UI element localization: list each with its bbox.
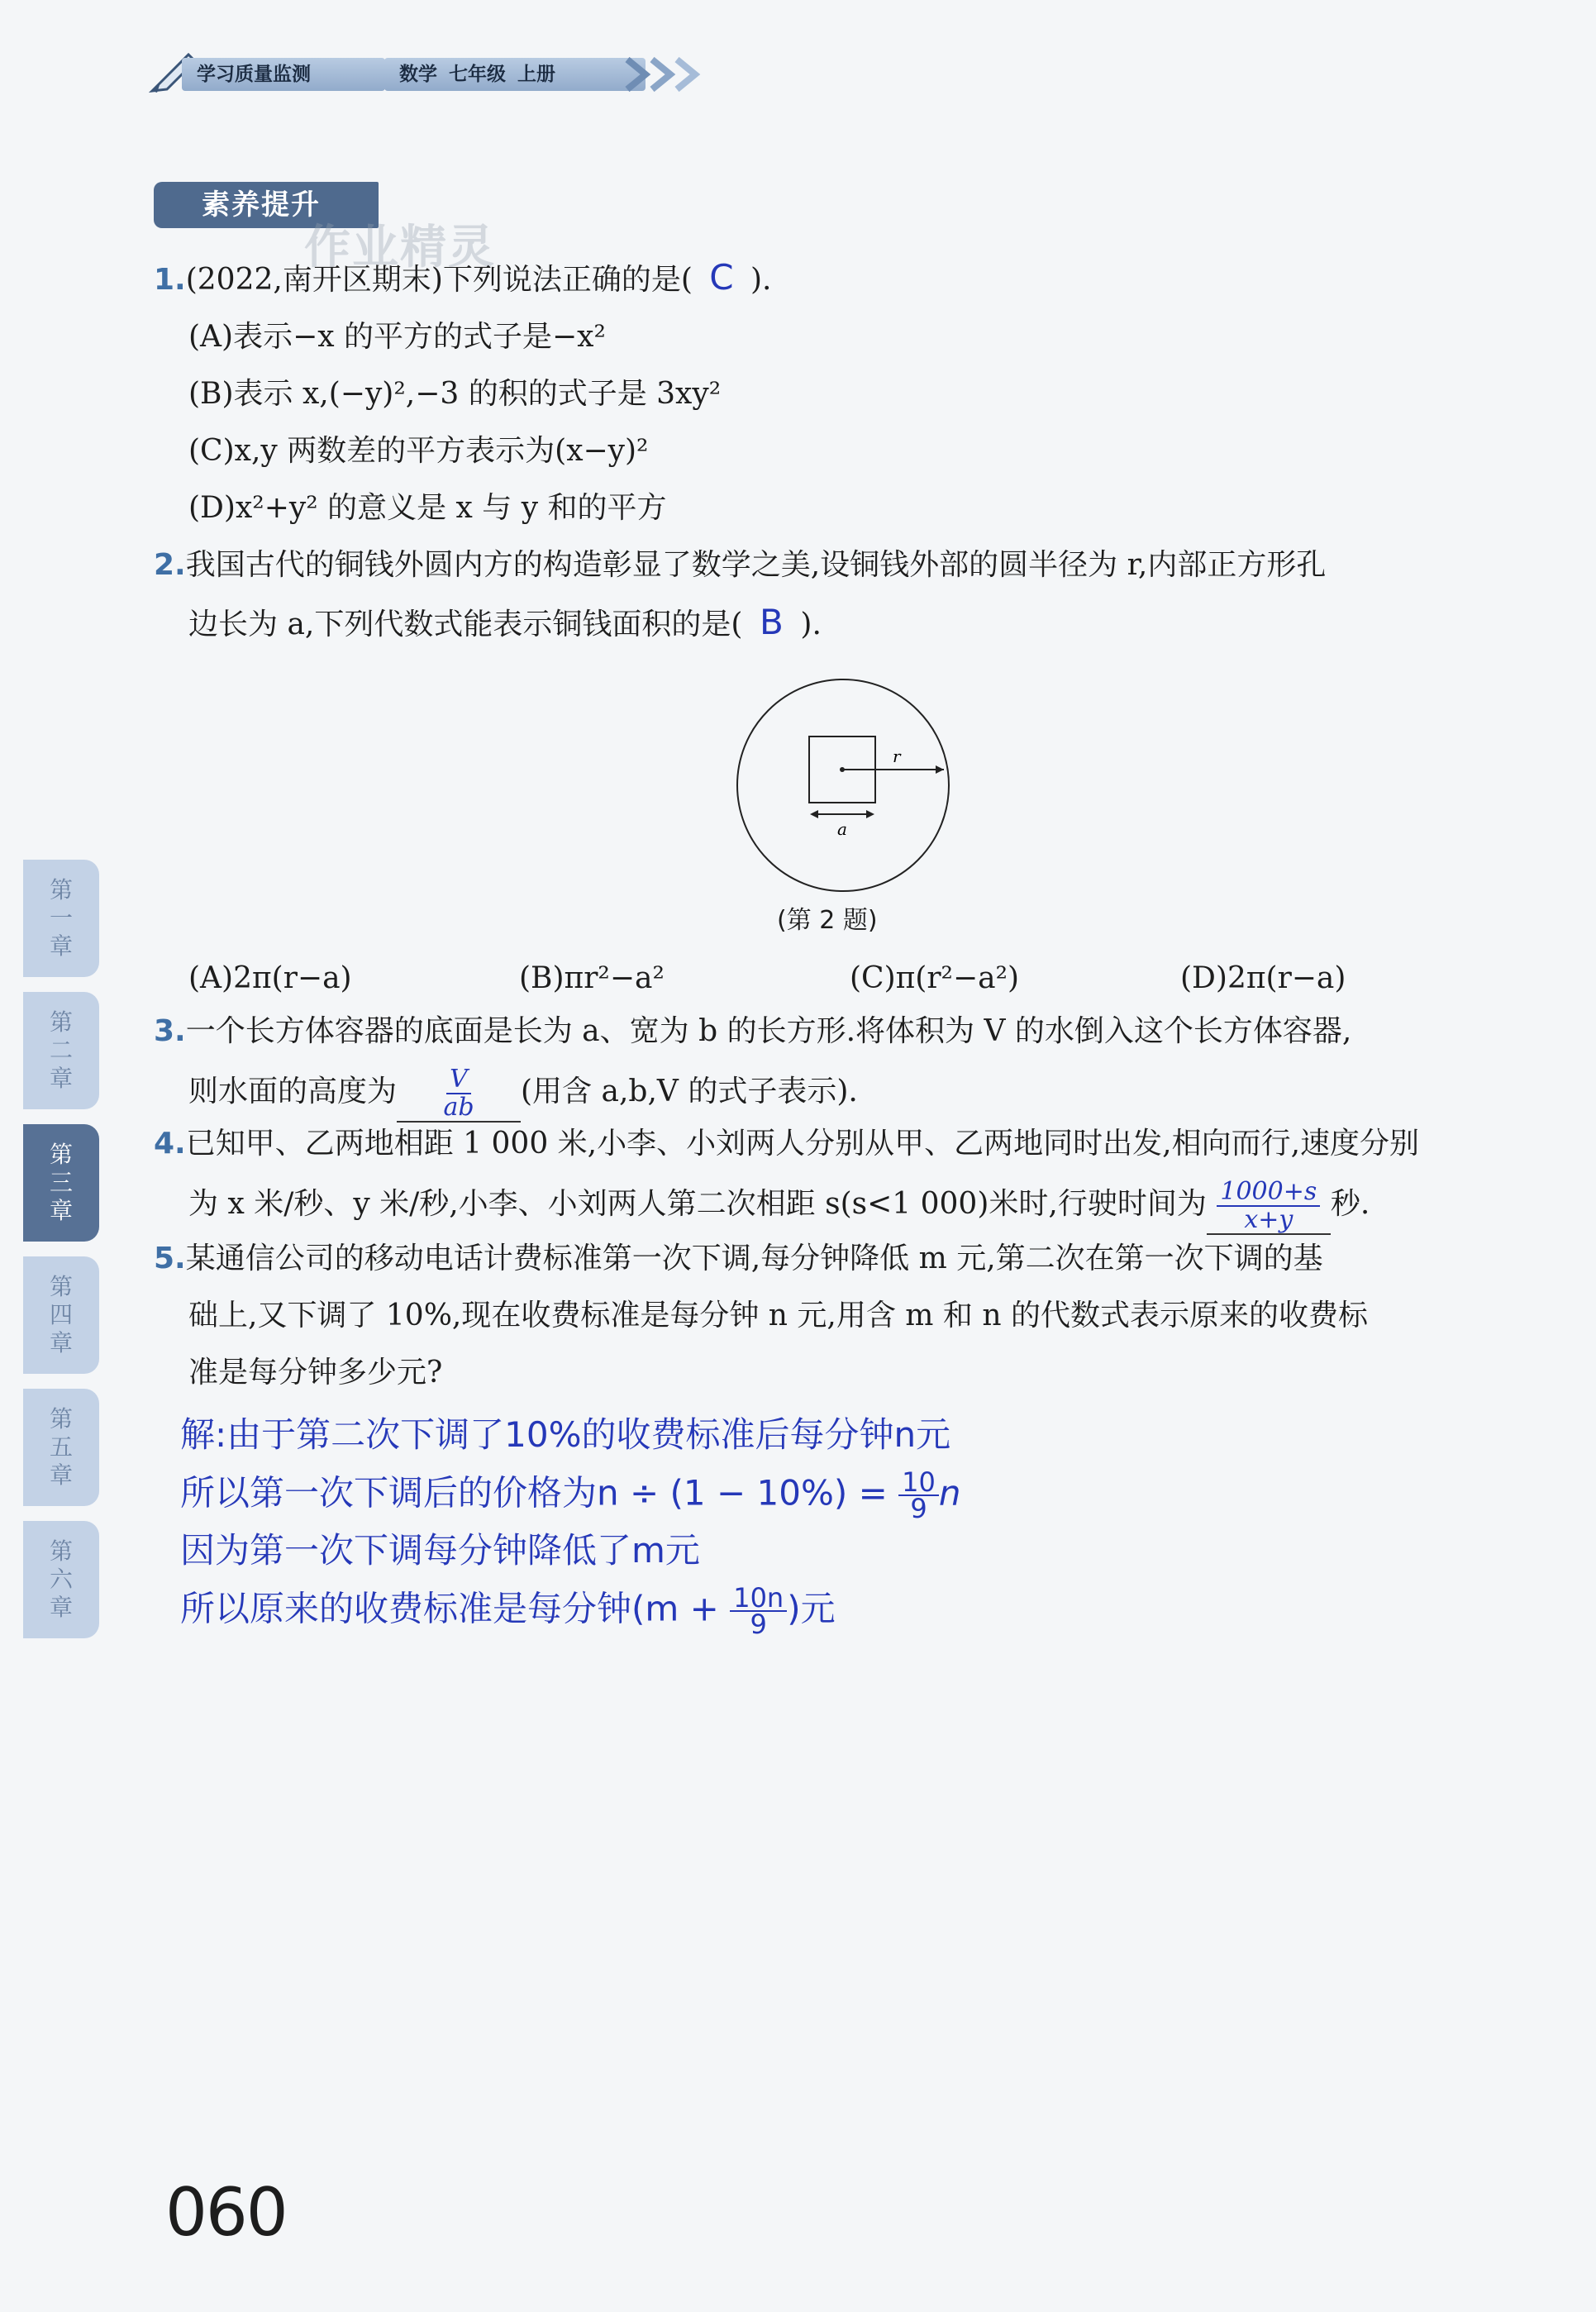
question-stem-end: (用含 a,b,V 的式子表示). <box>521 1075 858 1108</box>
question-4-line-1 <box>154 1126 1419 1162</box>
tab-char: 第 <box>49 1537 73 1565</box>
side-label: a <box>837 819 847 839</box>
tab-char: 六 <box>49 1566 73 1593</box>
option-d: (D)x²+y² 的意义是 x 与 y 和的平方 <box>188 491 667 525</box>
fraction-numerator: 10n <box>730 1585 787 1612</box>
tab-char: 章 <box>49 1197 73 1224</box>
fraction-numerator: V <box>446 1066 471 1094</box>
answer-blank <box>397 1066 521 1123</box>
question-number: 3. <box>154 1014 186 1048</box>
question-stem: 某通信公司的移动电话计费标准第一次下调,每分钟降低 m 元,第二次在第一次下调的基 <box>185 1242 1323 1275</box>
tab-char: 章 <box>49 1594 73 1621</box>
tab-char: 第 <box>49 1405 73 1432</box>
question-stem: 边长为 a,下列代数式能表示铜钱面积的是( <box>188 608 743 641</box>
question-stem: 已知甲、乙两地相距 1 000 米,小李、小刘两人分别从甲、乙两地同时出发,相向而行,速度分别 <box>185 1127 1420 1161</box>
volume-label: 上册 <box>517 64 555 85</box>
tab-char: 章 <box>49 1461 73 1489</box>
subject-label: 数学 <box>399 64 437 85</box>
handwritten-answer: C <box>709 257 734 298</box>
figure-caption: (第 2 题) <box>777 906 878 935</box>
question-5-line-1 <box>154 1241 1323 1277</box>
handwritten-answer: B <box>759 602 784 642</box>
page-number: 060 <box>165 2174 287 2251</box>
option-b: (B)表示 x,(−y)²,−3 的积的式子是 3xy² <box>188 377 722 411</box>
answer-blank <box>1207 1179 1331 1235</box>
solution-line-4 <box>180 1582 836 1640</box>
fraction-numerator: 10 <box>898 1470 939 1496</box>
option-c: (C)x,y 两数差的平方表示为(x−y)² <box>188 434 649 468</box>
question-5-line-3: 准是每分钟多少元? <box>188 1356 443 1390</box>
handwritten-answer-fraction <box>440 1066 477 1121</box>
question-number: 4. <box>154 1127 186 1161</box>
chevron-decoration-icon <box>624 55 715 94</box>
question-number: 5. <box>154 1242 186 1275</box>
question-3-line-2 <box>188 1066 858 1123</box>
watermark: 作业精灵 <box>304 221 496 274</box>
book-info <box>384 58 646 91</box>
solution-fraction <box>898 1466 939 1524</box>
chapter-tab-5[interactable] <box>23 1389 99 1506</box>
radius-label: r <box>893 746 901 766</box>
question-2-line-2 <box>188 604 822 643</box>
fraction-numerator: 1000+s <box>1217 1179 1320 1207</box>
option-d: (D)2π(r−a) <box>1180 961 1346 995</box>
question-stem: 我国古代的铜钱外圆内方的构造彰显了数学之美,设铜钱外部的圆半径为 r,内部正方形孔 <box>185 548 1327 582</box>
option-a: (A)表示−x 的平方的式子是−x² <box>188 320 606 354</box>
solution-line-3: 因为第一次下调每分钟降低了m元 <box>180 1530 700 1571</box>
question-end: ). <box>750 263 772 297</box>
fraction-denominator: x+y <box>1244 1205 1293 1234</box>
fraction-denominator: 9 <box>910 1493 927 1524</box>
option-c: (C)π(r²−a²) <box>850 961 1020 995</box>
solution-text: 所以第一次下调后的价格为n ÷ (1 − 10%) = <box>180 1472 888 1514</box>
chapter-tab-3[interactable] <box>23 1124 99 1242</box>
question-number: 2. <box>154 548 186 582</box>
question-stem: 一个长方体容器的底面是长为 a、宽为 b 的长方形.将体积为 V 的水倒入这个长方体容器, <box>185 1014 1352 1048</box>
tab-char: 第 <box>49 1141 73 1168</box>
section-title: 素养提升 <box>154 182 379 228</box>
question-stem-end: 秒. <box>1330 1187 1370 1221</box>
question-5-line-2: 础上,又下调了 10%,现在收费标准是每分钟 n 元,用含 m 和 n 的代数式表示原来的收费标 <box>188 1299 1368 1332</box>
tab-char: 四 <box>49 1301 73 1328</box>
handwritten-answer-fraction <box>1217 1179 1320 1233</box>
chapter-tab-4[interactable] <box>23 1256 99 1374</box>
tab-char: 二 <box>49 1037 73 1064</box>
tab-char: 章 <box>49 1329 73 1356</box>
solution-line-1: 解:由于第二次下调了10%的收费标准后每分钟n元 <box>180 1414 951 1455</box>
question-2-line-1 <box>154 547 1326 584</box>
tab-char: 五 <box>49 1433 73 1461</box>
chapter-tab-2[interactable] <box>23 992 99 1109</box>
question-end: ). <box>800 608 822 641</box>
tab-char: 第 <box>49 876 73 903</box>
solution-fraction <box>730 1582 787 1640</box>
question-3-line-1 <box>154 1013 1351 1050</box>
question-stem: 则水面的高度为 <box>188 1075 398 1108</box>
tab-char: 章 <box>49 1065 73 1092</box>
solution-text: n <box>938 1472 961 1514</box>
solution-line-2 <box>180 1466 961 1524</box>
tab-char: 第 <box>49 1273 73 1300</box>
solution-text: )元 <box>787 1588 836 1629</box>
tab-char: 三 <box>49 1169 73 1196</box>
series-title: 学习质量监测 <box>182 58 385 91</box>
solution-text: 所以原来的收费标准是每分钟(m + <box>180 1588 719 1629</box>
option-a: (A)2π(r−a) <box>188 961 352 995</box>
question-number: 1. <box>154 263 186 297</box>
fraction-denominator: ab <box>443 1093 474 1122</box>
coin-figure <box>719 661 967 909</box>
question-stem: 为 x 米/秒、y 米/秒,小李、小刘两人第二次相距 s(s<1 000)米时,行驶时间为 <box>188 1187 1207 1221</box>
chapter-tab-6[interactable] <box>23 1521 99 1638</box>
tab-char: 章 <box>49 932 73 960</box>
question-1 <box>154 257 772 298</box>
option-b: (B)πr²−a² <box>519 961 665 995</box>
tab-char: 一 <box>49 904 73 932</box>
grade-label: 七年级 <box>449 64 506 85</box>
question-4-line-2 <box>188 1179 1370 1235</box>
tab-char: 第 <box>49 1008 73 1036</box>
outer-circle <box>737 679 949 891</box>
fraction-denominator: 9 <box>750 1609 767 1640</box>
chapter-tab-1[interactable] <box>23 860 99 977</box>
page-header <box>149 50 727 96</box>
question-stem: (2022,南开区期末)下列说法正确的是( <box>185 263 693 297</box>
